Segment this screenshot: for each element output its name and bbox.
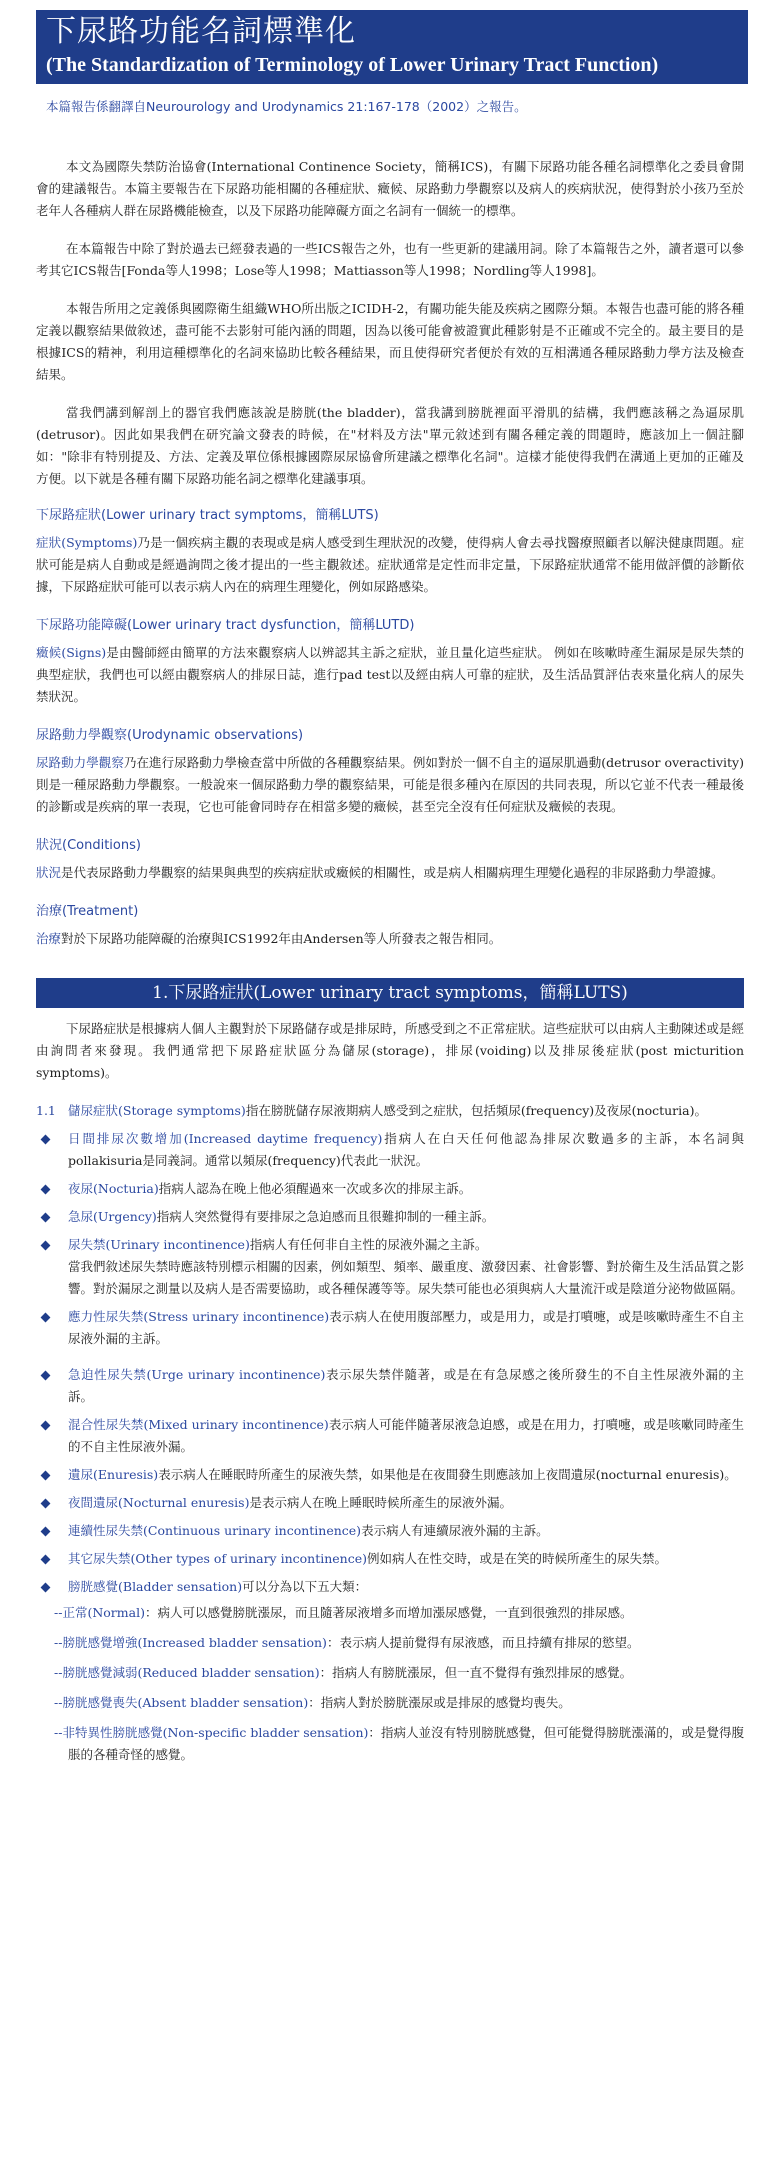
- list-item: [36, 1128, 744, 1172]
- diamond-bullet-icon: [41, 1213, 51, 1223]
- item-term: 膀胱感覺(Bladder sensation): [68, 1579, 243, 1594]
- diamond-bullet-icon: [41, 1185, 51, 1195]
- sublist-item: [54, 1602, 744, 1624]
- item-text: [68, 1100, 744, 1122]
- definition-body: 對於下尿路功能障礙的治療與ICS1992年由Andersen等人所發表之報告相同。: [61, 931, 502, 946]
- definition-heading: 尿路動力學觀察(Urodynamic observations): [36, 728, 304, 743]
- definition-term: 狀況: [36, 865, 62, 880]
- list-item: [36, 1414, 744, 1458]
- definition-term: 尿路動力學觀察: [36, 755, 124, 770]
- item-term: 尿失禁(Urinary incontinence): [68, 1237, 250, 1252]
- list-item: [36, 1576, 744, 1766]
- diamond-bullet-icon: [41, 1527, 51, 1537]
- item-body: 指病人在白天任何他認為排尿次數過多的主訴，本名詞與pollakisuria是同義詞。通常以頻尿(frequency)代表此一狀況。: [68, 1131, 744, 1168]
- definition-text: [36, 642, 744, 708]
- item-term: 夜間遺尿(Nocturnal enuresis): [68, 1495, 250, 1510]
- item-body: 是表示病人在晚上睡眠時候所產生的尿液外漏。: [249, 1495, 512, 1510]
- section-title-bar: 1.下尿路症狀(Lower urinary tract symptoms，簡稱LUTS): [36, 978, 744, 1008]
- numbered-item: [36, 1100, 744, 1122]
- item-body: 指在膀胱儲存尿液期病人感受到之症狀，包括頻尿(frequency)及夜尿(nocturia)。: [245, 1103, 707, 1118]
- definition-term: 症狀(Symptoms): [36, 535, 138, 550]
- diamond-bullet-icon: [41, 1583, 51, 1593]
- item-body: 可以分為以下五大類：: [242, 1579, 368, 1594]
- item-term: 混合性尿失禁(Mixed urinary incontinence): [68, 1417, 329, 1432]
- definition-block: [36, 836, 744, 884]
- diamond-bullet-icon: [41, 1371, 51, 1381]
- item-body: 表示病人在睡眠時所產生的尿液失禁，如果他是在夜間發生則應該加上夜間遺尿(nocturnal enuresis)。: [158, 1467, 737, 1482]
- definition-block: [36, 506, 744, 598]
- sublist-item: [54, 1722, 744, 1766]
- item-body: 例如病人在性交時，或是在笑的時候所產生的尿失禁。: [367, 1551, 668, 1566]
- definition-text: [36, 862, 744, 884]
- item-body: 指病人認為在晚上他必須醒過來一次或多次的排尿主訴。: [158, 1181, 472, 1196]
- item-term: 日間排尿次數增加(Increased daytime frequency): [68, 1131, 383, 1146]
- item-body: 表示病人在使用腹部壓力，或是用力，或是打噴嚏，或是咳嗽時產生不自主尿液外漏的主訴。: [68, 1309, 744, 1346]
- intro-paragraph: 當我們講到解剖上的器官我們應該說是膀胱(the bladder)，當我講到膀胱裡面平滑肌的結構，我們應該稱之為逼尿肌(detrusor)。因此如果我們在研究論文發表的時候，在"材料及方法"單元敘述到有關各種定義的問題時，應該加上一個註腳如："除非有特別提及、方法、定義及單位係根據國際尿尿協會所建議之標準化名詞"。這樣才能使得我們在溝通上更加的正確及方便。以下就是各種有關下尿路功能名詞之標準化建議事項。: [36, 405, 744, 486]
- list-item: [36, 1464, 744, 1486]
- definition-heading: 下尿路功能障礙(Lower urinary tract dysfunction，簡稱LUTD): [36, 618, 415, 633]
- list-item: [36, 1548, 744, 1570]
- list-item: [36, 1234, 744, 1300]
- sub-term: --膀胱感覺喪失(Absent bladder sensation): [54, 1695, 309, 1710]
- sublist-item: [54, 1662, 744, 1684]
- definition-body: 乃在進行尿路動力學檢查當中所做的各種觀察結果。例如對於一個不自主的逼尿肌過動(detrusor overactivity)則是一種尿路動力學觀察。一般說來一個尿路動力學的觀察結果，可能是很多種內在原因的共同表現，所以它並不代表一種最後的診斷或是疾病的單一表現，它也可能會同時存在相當多變的癥候，甚至完全沒有任何症狀及癥候的表現。: [36, 755, 744, 814]
- item-term: 其它尿失禁(Other types of urinary incontinence): [68, 1551, 367, 1566]
- definition-body: 是由醫師經由簡單的方法來觀察病人以辨認其主訴之症狀，並且量化這些症狀。 例如在咳嗽時產生漏尿是尿失禁的典型症狀，我們也可以經由觀察病人的排尿日誌，進行pad test以及經由病人可靠的症狀，及生活品質評估表來量化病人的尿失禁狀況。: [36, 645, 744, 704]
- intro-paragraph: 本文為國際失禁防治協會(International Continence Society，簡稱ICS)，有關下尿路功能各種名詞標準化之委員會開會的建議報告。本篇主要報告在下尿路功能相關的各種症狀、癥候、尿路動力學觀察以及病人的疾病狀況，使得對於小孩乃至於老年人各種病人群在尿路機能檢查，以及下尿路功能障礙方面之名詞有一個統一的標準。: [36, 159, 744, 218]
- sub-body: ：指病人有膀胱漲尿，但一直不覺得有強烈排尿的感覺。: [319, 1665, 633, 1680]
- item-body: 指病人突然覺得有要排尿之急迫感而且很難抑制的一種主訴。: [156, 1209, 495, 1224]
- intro-paragraph: 在本篇報告中除了對於過去已經發表過的一些ICS報告之外，也有一些更新的建議用詞。除了本篇報告之外，讀者還可以參考其它ICS報告[Fonda等人1998；Lose等人1998；Mattiasson等人1998；Nordling等人1998]。: [36, 241, 744, 278]
- item-body: 表示病人可能伴隨著尿液急迫感，或是在用力，打噴嚏，或是咳嗽同時產生的不自主性尿液外漏。: [68, 1417, 744, 1454]
- sub-term: --正常(Normal): [54, 1605, 145, 1620]
- sublist-item: [54, 1632, 744, 1654]
- definition-heading: 狀況(Conditions): [36, 838, 141, 853]
- list-item: [36, 1520, 744, 1542]
- sub-term: --膀胱感覺增強(Increased bladder sensation): [54, 1635, 327, 1650]
- definition-block: [36, 902, 744, 950]
- item-body: 表示尿失禁伴隨著，或是在有急尿感之後所發生的不自主性尿液外漏的主訴。: [68, 1367, 744, 1404]
- item-number: 1.1: [36, 1103, 56, 1118]
- sub-body: ：表示病人提前覺得有尿液感，而且持續有排尿的慾望。: [326, 1635, 640, 1650]
- definition-body: 是代表尿路動力學觀察的結果與典型的疾病症狀或癥候的相關性，或是病人相關病理生理變化過程的非尿路動力學證據。: [61, 865, 724, 880]
- item-term: 儲尿症狀(Storage symptoms): [68, 1103, 246, 1118]
- symptom-list: [36, 1128, 744, 1766]
- page-subtitle: (The Standardization of Terminology of Lower Urinary Tract Function): [46, 54, 659, 76]
- document-body: [36, 156, 744, 1766]
- diamond-bullet-icon: [41, 1135, 51, 1145]
- item-term: 連續性尿失禁(Continuous urinary incontinence): [68, 1523, 362, 1538]
- list-item: [36, 1306, 744, 1350]
- definition-block: [36, 726, 744, 818]
- page-title: 下尿路功能名詞標準化: [46, 14, 356, 49]
- item-extra: 當我們敘述尿失禁時應該特別標示相關的因素，例如類型、頻率、嚴重度、激發因素、社會影響、對於衛生及生活品質之影響。對於漏尿之測量以及病人是否需要協助，或各種保護等等。尿失禁可能也必須與病人大量流汗或是陰道分泌物做區隔。: [68, 1259, 744, 1296]
- item-term: 遺尿(Enuresis): [68, 1467, 159, 1482]
- diamond-bullet-icon: [41, 1499, 51, 1509]
- sub-body: ：病人可以感覺膀胱漲尿，而且隨著尿液增多而增加漲尿感覺，一直到很強烈的排尿感。: [144, 1605, 633, 1620]
- definition-text: [36, 752, 744, 818]
- document-page: [0, 10, 770, 2170]
- sublist-item: [54, 1692, 744, 1714]
- item-body: 表示病人有連續尿液外漏的主訴。: [361, 1523, 549, 1538]
- document-header: [36, 10, 748, 84]
- sub-term: --非特異性膀胱感覺(Non-specific bladder sensation): [54, 1725, 369, 1740]
- definition-text: [36, 928, 744, 950]
- sub-body: ：指病人對於膀胱漲尿或是排尿的感覺均喪失。: [308, 1695, 571, 1710]
- definition-heading: 下尿路症狀(Lower urinary tract symptoms，簡稱LUTS): [36, 508, 379, 523]
- list-item: [36, 1206, 744, 1228]
- section-intro: 下尿路症狀是根據病人個人主觀對於下尿路儲存或是排尿時，所感受到之不正常症狀。這些症狀可以由病人主動陳述或是經由詢問者來發現。我們通常把下尿路症狀區分為儲尿(storage)，排尿(voiding)以及排尿後症狀(post micturition symptoms)。: [36, 1021, 744, 1080]
- section-luts: [36, 1018, 744, 1766]
- definition-body: 乃是一個疾病主觀的表現或是病人感受到生理狀況的改變，使得病人會去尋找醫療照顧者以解決健康問題。症狀可能是病人自動或是經過詢問之後才提出的一些主觀敘述。症狀通常是定性而非定量，下尿路症狀通常不能用做評價的診斷依據，下尿路症狀可能可以表示病人內在的病理生理變化，例如尿路感染。: [36, 535, 744, 594]
- sub-term: --膀胱感覺減弱(Reduced bladder sensation): [54, 1665, 320, 1680]
- item-term: 應力性尿失禁(Stress urinary incontinence): [68, 1309, 330, 1324]
- definition-text: [36, 532, 744, 598]
- definition-term: 癥候(Signs): [36, 645, 107, 660]
- definition-term: 治療: [36, 931, 62, 946]
- item-term: 急尿(Urgency): [68, 1209, 157, 1224]
- item-body: 指病人有任何非自主性的尿液外漏之主訴。: [249, 1237, 488, 1252]
- source-note: 本篇報告係翻譯自Neurourology and Urodynamics 21:167-178（2002）之報告。: [46, 99, 527, 114]
- definition-heading: 治療(Treatment): [36, 904, 139, 919]
- diamond-bullet-icon: [41, 1421, 51, 1431]
- definition-block: [36, 616, 744, 708]
- intro-paragraph: 本報告所用之定義係與國際衛生組織WHO所出版之ICIDH-2，有關功能失能及疾病之國際分類。本報告也盡可能的將各種定義以觀察結果做敘述，盡可能不去影射可能內涵的問題，因為以後可能會被證實此種影射是不正確或不完全的。最主要目的是根據ICS的精神，利用這種標準化的名詞來協助比較各種結果，而且使得研究者便於有效的互相溝通各種尿路動力學方法及檢查結果。: [36, 301, 744, 382]
- list-item: [36, 1492, 744, 1514]
- diamond-bullet-icon: [41, 1471, 51, 1481]
- list-item: [36, 1364, 744, 1408]
- item-term: 急迫性尿失禁(Urge urinary incontinence): [68, 1367, 326, 1382]
- list-item: [36, 1178, 744, 1200]
- sub-body: ：指病人並沒有特別膀胱感覺，但可能覺得膀胱漲滿的，或是覺得腹脹的各種奇怪的感覺。: [68, 1725, 744, 1762]
- diamond-bullet-icon: [41, 1555, 51, 1565]
- diamond-bullet-icon: [41, 1241, 51, 1251]
- item-term: 夜尿(Nocturia): [68, 1181, 159, 1196]
- sensation-sublist: [54, 1602, 744, 1766]
- diamond-bullet-icon: [41, 1313, 51, 1323]
